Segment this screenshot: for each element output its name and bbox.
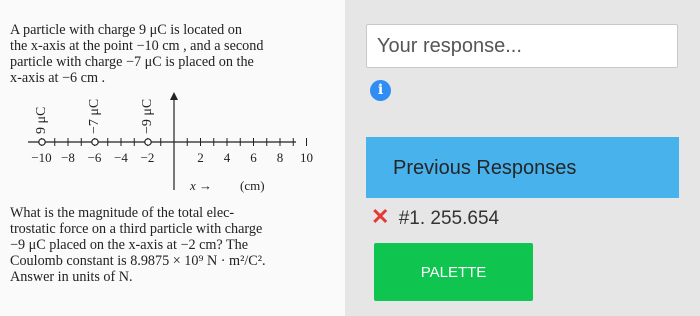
charge-label-1: 9 μC bbox=[34, 106, 49, 134]
charge-marker-3 bbox=[145, 139, 151, 145]
axis-ticks bbox=[42, 138, 307, 146]
tick-label: −6 bbox=[87, 150, 102, 165]
previous-responses-button[interactable] bbox=[366, 137, 679, 198]
charge-marker-1 bbox=[39, 139, 45, 145]
charge-diagram bbox=[0, 90, 345, 200]
tick-label: 6 bbox=[250, 150, 257, 165]
charge-label-3: −9 μC bbox=[140, 98, 155, 134]
charge-marker-2 bbox=[92, 139, 98, 145]
problem-statement: A particle with charge 9 μC is located on the x-axis at the point −10 cm , and a second particle with charge −7 μC is placed on the x-axis at −6 cm . bbox=[10, 22, 264, 86]
tick-label: −2 bbox=[140, 150, 155, 165]
response-input[interactable] bbox=[366, 24, 678, 68]
tick-label: 10 bbox=[300, 150, 313, 165]
tick-label: −8 bbox=[61, 150, 75, 165]
previous-responses-label: Previous Responses bbox=[393, 157, 577, 179]
attempt-value: #1. 255.654 bbox=[398, 208, 500, 229]
tick-label: 4 bbox=[223, 150, 231, 165]
problem-panel bbox=[0, 0, 345, 316]
palette-button[interactable] bbox=[374, 243, 533, 301]
x-axis-label: x → bbox=[190, 178, 213, 193]
palette-label: PALETTE bbox=[420, 264, 487, 281]
tick-label: 8 bbox=[276, 150, 284, 165]
response-panel bbox=[345, 0, 700, 316]
tick-label: 2 bbox=[197, 150, 204, 165]
unit-label: (cm) bbox=[240, 178, 265, 193]
charge-label-2: −7 μC bbox=[87, 98, 102, 134]
tick-label: −4 bbox=[114, 150, 128, 165]
tick-labels bbox=[31, 150, 313, 165]
y-axis-arrow bbox=[170, 92, 178, 100]
problem-question: What is the magnitude of the total elec- trostatic force on a third particle with charge −9 μC placed on the x-axis at −2 cm? The Coulomb constant is 8.9875 × 10⁹ N · m²/C². Answer in units of N. bbox=[10, 205, 266, 285]
tick-label: −10 bbox=[31, 150, 52, 165]
incorrect-icon: ✕ bbox=[371, 204, 390, 229]
info-icon[interactable]: i bbox=[370, 80, 391, 101]
previous-attempt bbox=[371, 204, 499, 230]
